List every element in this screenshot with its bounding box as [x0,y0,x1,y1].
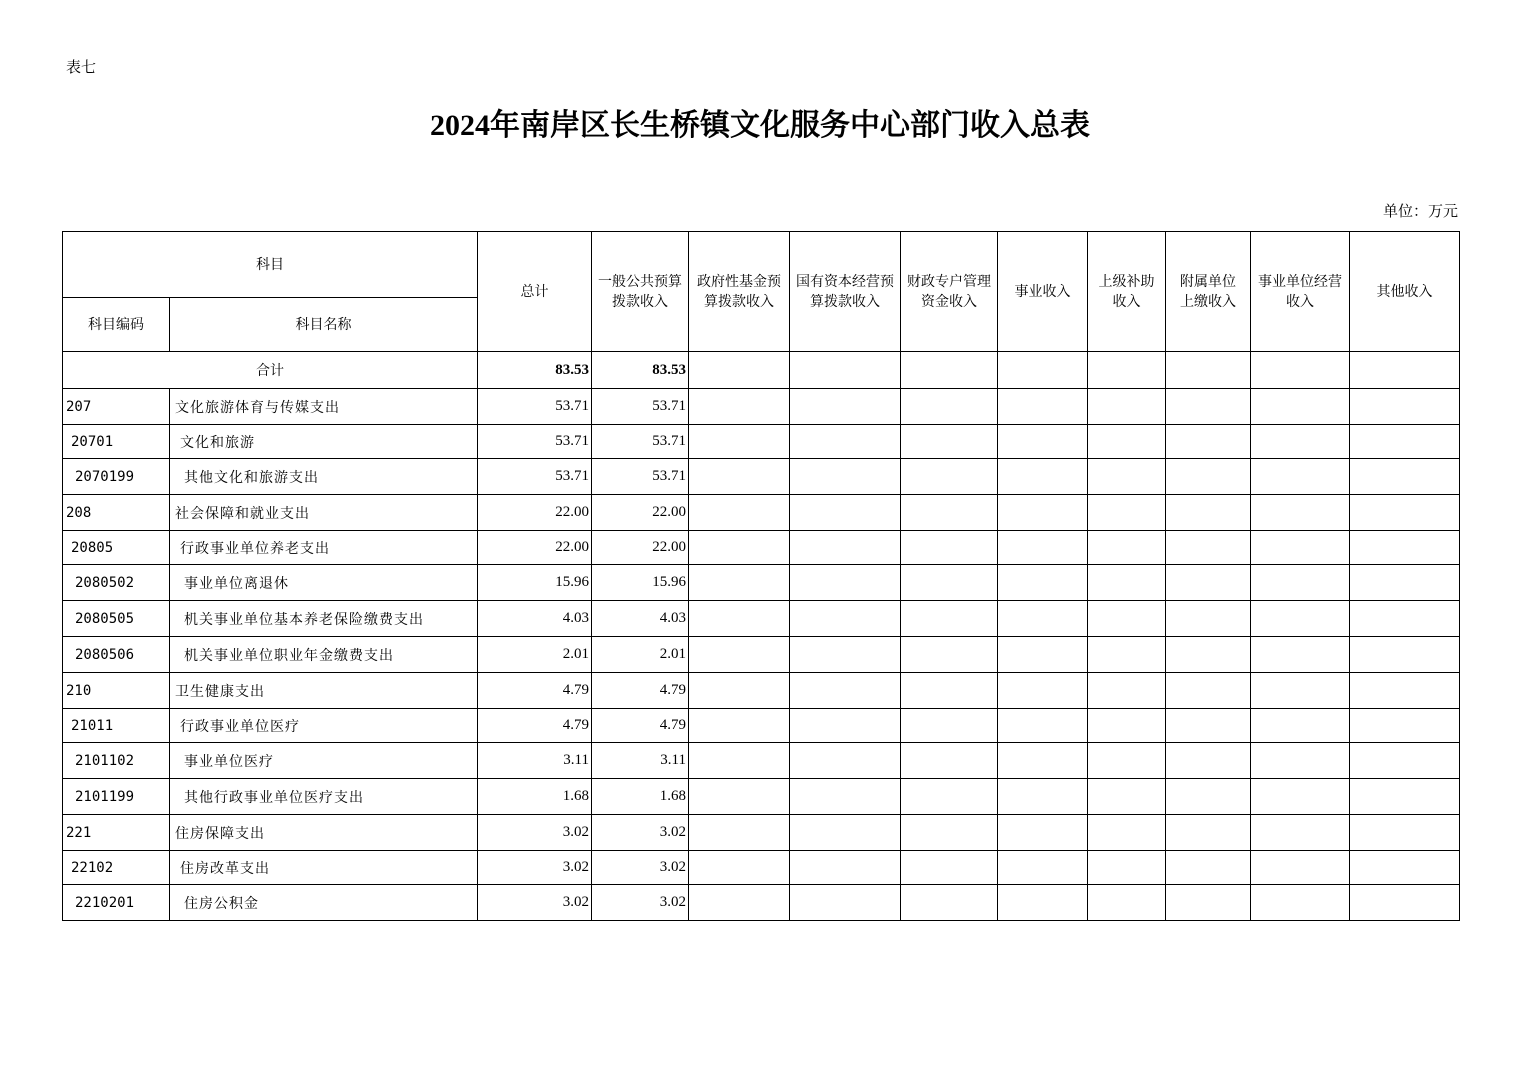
empty-cell [1166,425,1251,459]
row-code: 221 [63,815,170,851]
empty-cell [901,459,998,495]
row-code: 2080505 [63,601,170,637]
empty-cell [998,885,1088,921]
header-superior-subsidy: 上级补助收入 [1088,232,1166,352]
row-name: 社会保障和就业支出 [170,495,478,531]
empty-cell [901,779,998,815]
empty-cell [1350,637,1460,673]
row-total: 4.03 [478,601,592,637]
empty-cell [1350,425,1460,459]
empty-cell [901,495,998,531]
row-name: 其他行政事业单位医疗支出 [170,779,478,815]
table-row [63,851,1460,885]
row-general-budget: 4.79 [592,709,689,743]
empty-cell [1166,779,1251,815]
empty-cell [1088,815,1166,851]
empty-cell [790,637,901,673]
table-row [63,425,1460,459]
header-subject-code: 科目编码 [63,298,170,352]
empty-cell [998,779,1088,815]
header-total: 总计 [478,232,592,352]
empty-cell [689,495,790,531]
empty-cell [1088,389,1166,425]
row-name: 住房改革支出 [170,851,478,885]
row-code: 2210201 [63,885,170,921]
row-total: 4.79 [478,673,592,709]
row-general-budget: 3.11 [592,743,689,779]
empty-cell [1088,851,1166,885]
empty-cell [901,531,998,565]
empty-cell [1251,851,1350,885]
empty-cell [790,459,901,495]
row-name: 事业单位离退休 [170,565,478,601]
row-code: 2080506 [63,637,170,673]
table-row [63,601,1460,637]
row-general-budget: 4.03 [592,601,689,637]
empty-cell [998,743,1088,779]
empty-cell [1088,495,1166,531]
row-name: 事业单位医疗 [170,743,478,779]
row-general-budget: 22.00 [592,495,689,531]
empty-cell [1251,601,1350,637]
header-subject: 科目 [63,232,478,298]
total-general-budget: 83.53 [592,352,689,389]
empty-cell [1350,531,1460,565]
row-name: 文化和旅游 [170,425,478,459]
empty-cell [1350,851,1460,885]
empty-cell [1350,743,1460,779]
row-code: 2070199 [63,459,170,495]
table-row [63,495,1460,531]
empty-cell [689,601,790,637]
empty-cell [901,885,998,921]
empty-cell [998,389,1088,425]
empty-cell [689,637,790,673]
row-code: 210 [63,673,170,709]
row-total: 3.11 [478,743,592,779]
empty-cell [689,709,790,743]
row-general-budget: 3.02 [592,851,689,885]
row-code: 20805 [63,531,170,565]
row-total: 53.71 [478,425,592,459]
empty-cell [1088,709,1166,743]
income-summary-table [62,231,1460,921]
empty-cell [901,709,998,743]
row-general-budget: 2.01 [592,637,689,673]
empty-cell [1166,743,1251,779]
empty-cell [1251,495,1350,531]
empty-cell [1088,743,1166,779]
header-subject-name: 科目名称 [170,298,478,352]
row-total: 3.02 [478,851,592,885]
row-general-budget: 15.96 [592,565,689,601]
empty-cell [901,425,998,459]
empty-cell [901,851,998,885]
row-total: 53.71 [478,389,592,425]
empty-cell [901,815,998,851]
table-number: 表七 [66,58,97,76]
empty-cell [1350,495,1460,531]
empty-cell [1350,601,1460,637]
row-general-budget: 1.68 [592,779,689,815]
table-row [63,815,1460,851]
row-name: 文化旅游体育与传媒支出 [170,389,478,425]
empty-cell [689,815,790,851]
empty-cell [998,815,1088,851]
table-row [63,709,1460,743]
empty-cell [689,531,790,565]
row-code: 20701 [63,425,170,459]
empty-cell [1166,815,1251,851]
empty-cell [689,885,790,921]
page-title: 2024年南岸区长生桥镇文化服务中心部门收入总表 [430,109,1090,142]
empty-cell [1350,389,1460,425]
empty-cell [790,779,901,815]
empty-cell [1166,709,1251,743]
row-total: 15.96 [478,565,592,601]
empty-cell [901,743,998,779]
row-general-budget: 53.71 [592,459,689,495]
empty-cell [790,743,901,779]
empty-cell [689,459,790,495]
empty-cell [1088,885,1166,921]
empty-cell [689,743,790,779]
total-label: 合计 [63,352,478,389]
empty-cell [1166,673,1251,709]
empty-cell [1166,459,1251,495]
empty-cell [790,495,901,531]
header-affiliated-unit: 附属单位上缴收入 [1166,232,1251,352]
header-operating-income: 事业单位经营收入 [1251,232,1350,352]
row-code: 2101199 [63,779,170,815]
empty-cell [790,601,901,637]
row-total: 2.01 [478,637,592,673]
total-row [63,352,1460,389]
empty-cell [1251,565,1350,601]
row-code: 2101102 [63,743,170,779]
row-name: 住房保障支出 [170,815,478,851]
table-row [63,531,1460,565]
table-row [63,885,1460,921]
empty-cell [1088,601,1166,637]
table-row [63,779,1460,815]
empty-cell [790,673,901,709]
empty-cell [1088,637,1166,673]
header-other-income: 其他收入 [1350,232,1460,352]
empty-cell [998,531,1088,565]
row-general-budget: 3.02 [592,815,689,851]
empty-cell [790,815,901,851]
row-general-budget: 3.02 [592,885,689,921]
empty-cell [998,565,1088,601]
empty-cell [790,531,901,565]
empty-cell [1088,673,1166,709]
empty-cell [1350,815,1460,851]
row-total: 22.00 [478,495,592,531]
empty-cell [1166,851,1251,885]
empty-cell [901,389,998,425]
row-name: 机关事业单位基本养老保险缴费支出 [170,601,478,637]
empty-cell [901,601,998,637]
row-name: 行政事业单位养老支出 [170,531,478,565]
empty-cell [1350,779,1460,815]
empty-cell [1350,459,1460,495]
empty-cell [689,779,790,815]
empty-cell [998,495,1088,531]
empty-cell [1350,885,1460,921]
row-code: 207 [63,389,170,425]
unit-label: 单位：万元 [1382,202,1458,220]
empty-cell [689,673,790,709]
table-row [63,673,1460,709]
row-name: 机关事业单位职业年金缴费支出 [170,637,478,673]
empty-cell [1088,425,1166,459]
row-general-budget: 53.71 [592,425,689,459]
empty-cell [1166,389,1251,425]
empty-cell [1251,779,1350,815]
empty-cell [998,459,1088,495]
empty-cell [998,601,1088,637]
empty-cell [901,637,998,673]
empty-cell [901,673,998,709]
row-total: 53.71 [478,459,592,495]
header-gov-fund: 政府性基金预算拨款收入 [689,232,790,352]
empty-cell [1251,885,1350,921]
empty-cell [1166,565,1251,601]
empty-cell [998,425,1088,459]
empty-cell [1088,531,1166,565]
row-total: 1.68 [478,779,592,815]
row-name: 住房公积金 [170,885,478,921]
total-value: 83.53 [478,352,592,389]
table-row [63,389,1460,425]
header-general-budget: 一般公共预算拨款收入 [592,232,689,352]
row-code: 21011 [63,709,170,743]
empty-cell [1251,459,1350,495]
empty-cell [1350,709,1460,743]
table-row [63,565,1460,601]
row-name: 卫生健康支出 [170,673,478,709]
header-state-capital: 国有资本经营预算拨款收入 [790,232,901,352]
row-general-budget: 22.00 [592,531,689,565]
empty-cell [790,885,901,921]
empty-cell [998,673,1088,709]
empty-cell [1251,709,1350,743]
row-code: 208 [63,495,170,531]
empty-cell [1166,495,1251,531]
table-row [63,743,1460,779]
empty-cell [1166,885,1251,921]
empty-cell [1251,743,1350,779]
empty-cell [1088,779,1166,815]
row-code: 22102 [63,851,170,885]
empty-cell [689,851,790,885]
row-total: 3.02 [478,815,592,851]
empty-cell [1166,531,1251,565]
table-row [63,459,1460,495]
empty-cell [790,425,901,459]
row-total: 3.02 [478,885,592,921]
empty-cell [998,637,1088,673]
empty-cell [1088,459,1166,495]
empty-cell [790,709,901,743]
empty-cell [1251,673,1350,709]
row-total: 4.79 [478,709,592,743]
row-name: 其他文化和旅游支出 [170,459,478,495]
header-business-income: 事业收入 [998,232,1088,352]
empty-cell [790,565,901,601]
row-name: 行政事业单位医疗 [170,709,478,743]
row-total: 22.00 [478,531,592,565]
empty-cell [689,425,790,459]
row-general-budget: 4.79 [592,673,689,709]
empty-cell [1251,531,1350,565]
empty-cell [1088,565,1166,601]
empty-cell [998,709,1088,743]
empty-cell [1251,389,1350,425]
empty-cell [790,851,901,885]
empty-cell [998,851,1088,885]
empty-cell [790,389,901,425]
empty-cell [1166,601,1251,637]
empty-cell [1251,815,1350,851]
header-fiscal-special: 财政专户管理资金收入 [901,232,998,352]
row-general-budget: 53.71 [592,389,689,425]
empty-cell [901,565,998,601]
empty-cell [689,389,790,425]
empty-cell [1251,425,1350,459]
table-row [63,637,1460,673]
empty-cell [1350,565,1460,601]
empty-cell [1350,673,1460,709]
row-code: 2080502 [63,565,170,601]
empty-cell [689,565,790,601]
empty-cell [1251,637,1350,673]
empty-cell [1166,637,1251,673]
